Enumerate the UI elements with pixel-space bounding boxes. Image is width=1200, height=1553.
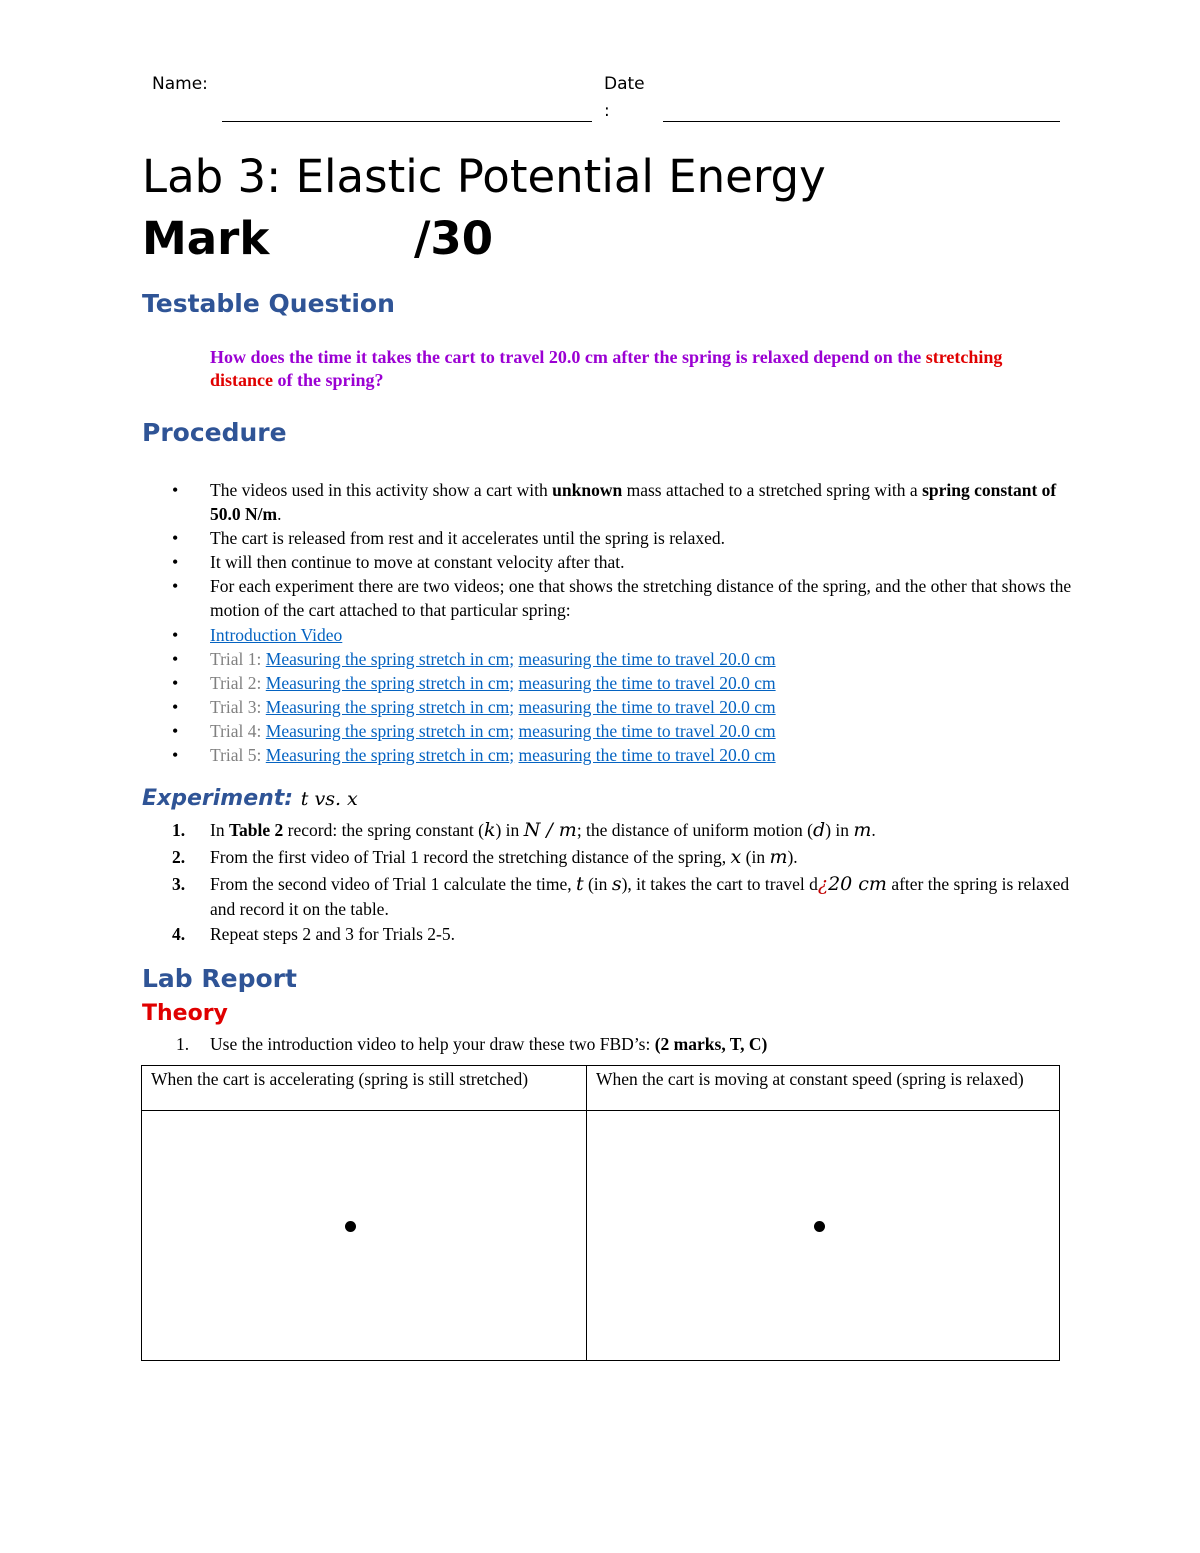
mark-line: [142, 212, 494, 265]
procedure-list: [172, 478, 1072, 767]
experiment-heading-label: Experiment:: [142, 786, 294, 811]
text: From the first video of Trial 1 record the stretching distance of the spring,: [210, 847, 727, 867]
date-colon: :: [604, 101, 610, 121]
name-field-line[interactable]: [222, 121, 592, 122]
text: Repeat steps 2 and 3 for Trials 2-5.: [210, 924, 455, 944]
trial-2-stretch-link[interactable]: Measuring the spring stretch in cm: [265, 673, 510, 693]
text: Use the introduction video to help your draw these two FBD’s:: [210, 1034, 651, 1054]
text: ) in: [825, 820, 850, 840]
text: (in: [745, 847, 766, 867]
step-number: 4.: [172, 924, 186, 944]
trial-label: Trial 3:: [210, 697, 262, 717]
trial-sep: ;: [509, 649, 515, 669]
step-number: 1.: [172, 820, 186, 840]
list-item: [172, 1032, 1072, 1057]
math-var: x: [730, 846, 742, 868]
table-row: [142, 1066, 1060, 1111]
trial-label: Trial 2:: [210, 673, 262, 693]
experiment-steps: [172, 818, 1072, 947]
object-dot-icon: [814, 1221, 825, 1232]
experiment-vs: t vs. x: [300, 788, 358, 810]
fbd-drawing-area-constant-speed[interactable]: [587, 1111, 1060, 1361]
list-item: [172, 872, 1072, 922]
lab-report-heading: Lab Report: [142, 964, 297, 993]
list-item: [172, 922, 1072, 947]
question-part2: stretching distance: [210, 347, 1003, 390]
text: .: [277, 504, 282, 524]
math-var: m: [769, 846, 788, 868]
list-item: • It will then continue to move at constant velocity after that.: [172, 550, 1072, 574]
question-part3: of the spring?: [277, 370, 384, 390]
page-title: Lab 3: Elastic Potential Energy: [142, 150, 826, 203]
text: .: [871, 820, 876, 840]
text-bold: unknown: [552, 480, 623, 500]
trial-label: Trial 1:: [210, 649, 262, 669]
trial-item: [172, 743, 1072, 767]
date-label: Date: [604, 74, 645, 94]
math-unit: N / m: [523, 819, 577, 841]
fbd-drawing-area-accelerating[interactable]: [142, 1111, 587, 1361]
trial-sep: ;: [509, 697, 515, 717]
trial-item: [172, 719, 1072, 743]
question-number: 1.: [176, 1034, 190, 1054]
fbd-table: [141, 1065, 1060, 1361]
text-bold: spring constant of 50.0 N/m: [210, 480, 1057, 524]
trial-5-time-link[interactable]: measuring the time to travel 20.0 cm: [518, 745, 776, 765]
date-field-line[interactable]: [663, 121, 1060, 122]
list-item: • For each experiment there are two videos; one that shows the stretching distance of the spring, and the other that shows the motion of the cart attached to that particular spring:: [172, 574, 1072, 622]
table-row: [142, 1111, 1060, 1361]
trial-item: [172, 695, 1072, 719]
text: ) in: [495, 820, 520, 840]
math-distance: 20 cm: [828, 873, 887, 895]
table-header-cell: When the cart is moving at constant speed (spring is relaxed): [587, 1066, 1060, 1111]
trial-4-time-link[interactable]: measuring the time to travel 20.0 cm: [518, 721, 776, 741]
table-header-cell: When the cart is accelerating (spring is still stretched): [142, 1066, 587, 1111]
trial-4-stretch-link[interactable]: Measuring the spring stretch in cm: [265, 721, 510, 741]
text: mass attached to a stretched spring with a: [626, 480, 918, 500]
list-item: • The cart is released from rest and it accelerates until the spring is relaxed.: [172, 526, 1072, 550]
text: record: the spring constant (: [287, 820, 484, 840]
math-var: m: [853, 819, 872, 841]
step-number: 3.: [172, 874, 186, 894]
trial-sep: ;: [509, 745, 515, 765]
trial-1-stretch-link[interactable]: Measuring the spring stretch in cm: [265, 649, 510, 669]
math-var: k: [483, 819, 496, 841]
step-number: 2.: [172, 847, 186, 867]
list-item: [172, 623, 1072, 647]
trial-5-stretch-link[interactable]: Measuring the spring stretch in cm: [265, 745, 510, 765]
trial-item: [172, 647, 1072, 671]
theory-list: [172, 1032, 1072, 1057]
text: ; the distance of uniform motion (: [576, 820, 814, 840]
trial-3-stretch-link[interactable]: Measuring the spring stretch in cm: [265, 697, 510, 717]
trial-label: Trial 5:: [210, 745, 262, 765]
trial-2-time-link[interactable]: measuring the time to travel 20.0 cm: [518, 673, 776, 693]
experiment-heading: [142, 786, 358, 811]
text: In: [210, 820, 225, 840]
math-var: s: [611, 873, 622, 895]
math-var: d: [813, 819, 826, 841]
text: The videos used in this activity show a cart with: [210, 480, 548, 500]
mark-total: /30: [414, 212, 494, 265]
trial-sep: ;: [509, 673, 515, 693]
procedure-heading: Procedure: [142, 418, 287, 447]
trial-item: [172, 671, 1072, 695]
list-item: [172, 478, 1072, 526]
question-part1: How does the time it takes the cart to travel 20.0 cm after the spring is relaxed depend on the: [210, 347, 922, 367]
list-item: [172, 818, 1072, 843]
name-label: Name:: [152, 74, 208, 94]
trial-3-time-link[interactable]: measuring the time to travel 20.0 cm: [518, 697, 776, 717]
introduction-video-link[interactable]: Introduction Video: [210, 625, 343, 645]
trial-sep: ;: [509, 721, 515, 741]
theory-heading: Theory: [142, 1001, 228, 1026]
text: ), it takes the cart to travel d: [621, 874, 818, 894]
testable-question-text: [210, 346, 1030, 392]
text: ).: [787, 847, 798, 867]
trial-label: Trial 4:: [210, 721, 262, 741]
testable-question-heading: Testable Question: [142, 289, 395, 318]
math-glyph: ¿: [817, 873, 829, 895]
text: From the second video of Trial 1 calculate the time,: [210, 874, 572, 894]
text: after the spring is relaxed and record it on the table.: [210, 874, 1070, 919]
trial-1-time-link[interactable]: measuring the time to travel 20.0 cm: [518, 649, 776, 669]
math-var: t: [575, 873, 584, 895]
object-dot-icon: [345, 1221, 356, 1232]
text-bold: Table 2: [228, 820, 284, 840]
text: (in: [587, 874, 608, 894]
marks-label: (2 marks, T, C): [654, 1034, 768, 1054]
mark-label: Mark: [142, 212, 270, 265]
list-item: [172, 845, 1072, 870]
